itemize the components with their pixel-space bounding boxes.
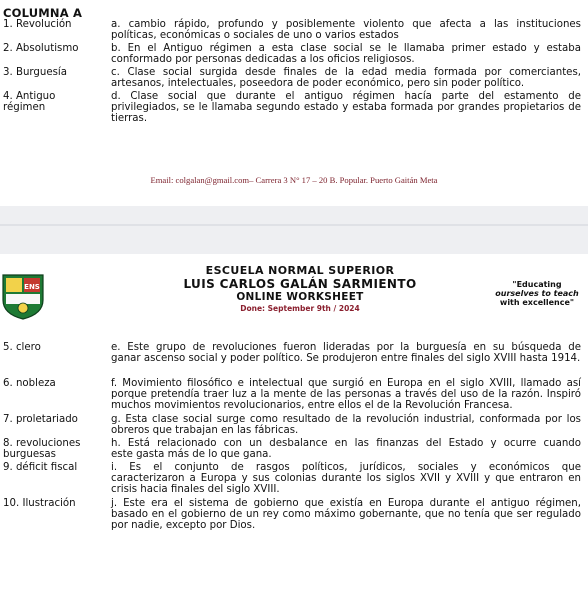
term: 7. proletariado bbox=[3, 414, 78, 425]
svg-text:ENS: ENS bbox=[24, 283, 40, 291]
school-motto: "Educating ourselves to teach with excellence" bbox=[495, 280, 579, 307]
school-name-line2: LUIS CARLOS GALÁN SARMIENTO bbox=[183, 277, 417, 291]
term: 2. Absolutismo bbox=[3, 43, 79, 54]
definition: a. cambio rápido, profundo y posiblemente violento que afecta a las instituciones políticas, económicas o sociales de uno o varios estados bbox=[111, 19, 581, 41]
page-gap bbox=[0, 206, 588, 254]
definition: b. En el Antiguo régimen a esta clase social se le llamaba primer estado y estaba conformado por personas dedicadas a los oficios religiosos. bbox=[111, 43, 581, 65]
worksheet-page-1 bbox=[0, 0, 588, 206]
term: 3. Burguesía bbox=[3, 67, 67, 78]
term: 4. Antiguo régimen bbox=[3, 91, 56, 113]
term: 8. revoluciones burguesas bbox=[3, 438, 81, 460]
done-date: Done: September 9th / 2024 bbox=[240, 304, 360, 313]
definition: i. Es el conjunto de rasgos políticos, jurídicos, sociales y económicos que caracterizaron a Europa y sus colonias durante los siglos XVII y XVIII y que entraron en crisis hacia finales del siglo XVIII. bbox=[111, 462, 581, 495]
definition: d. Clase social que durante el antiguo régimen hacía parte del estamento de privilegiados, se le llamaba segundo estado y estaba formada por grandes propietarios de tierras. bbox=[111, 91, 581, 124]
column-a-title: COLUMNA A bbox=[3, 6, 83, 20]
definition: c. Clase social surgida desde finales de la edad media formada por comerciantes, artesanos, intelectuales, poseedora de poder económico, pero sin poder político. bbox=[111, 67, 581, 89]
worksheet-page-2 bbox=[0, 254, 588, 611]
contact-email-line: Email: colgalan@gmail.com– Carrera 3 N° 17 – 20 B. Popular. Puerto Gaitán Meta bbox=[150, 175, 438, 185]
worksheet-title: ONLINE WORKSHEET bbox=[236, 291, 364, 303]
term: 10. Ilustración bbox=[3, 498, 76, 509]
definition: e. Este grupo de revoluciones fueron lideradas por la burguesía en su búsqueda de ganar ascenso social y poder político. Se produjeron entre finales del siglo XVIII hasta 1914. bbox=[111, 342, 581, 364]
definition: h. Está relacionado con un desbalance en las finanzas del Estado y ocurre cuando este gasta más de lo que gana. bbox=[111, 438, 581, 460]
school-shield-logo bbox=[0, 272, 46, 320]
term: 9. déficit fiscal bbox=[3, 462, 78, 473]
term: 1. Revolución bbox=[3, 19, 72, 30]
term: 5. clero bbox=[3, 342, 41, 353]
term: 6. nobleza bbox=[3, 378, 56, 389]
definition: g. Esta clase social surge como resultado de la revolución industrial, conformada por los obreros que trabajan en las fábricas. bbox=[111, 414, 581, 436]
definition: j. Este era el sistema de gobierno que existía en Europa durante el antiguo régimen, basado en el gobierno de un rey como máximo gobernante, que no tenía que ser regulado por nadie, excepto por Dios. bbox=[111, 498, 581, 531]
school-name-line1: ESCUELA NORMAL SUPERIOR bbox=[205, 264, 395, 277]
definition: f. Movimiento filosófico e intelectual que surgió en Europa en el siglo XVIII, llamado así porque pretendía traer luz a la mente de las personas a través del uso de la razón. Inspiró muchos movimientos revolucionarios, entre ellos el de la Revolución Francesa. bbox=[111, 378, 581, 411]
page-divider bbox=[0, 224, 588, 226]
